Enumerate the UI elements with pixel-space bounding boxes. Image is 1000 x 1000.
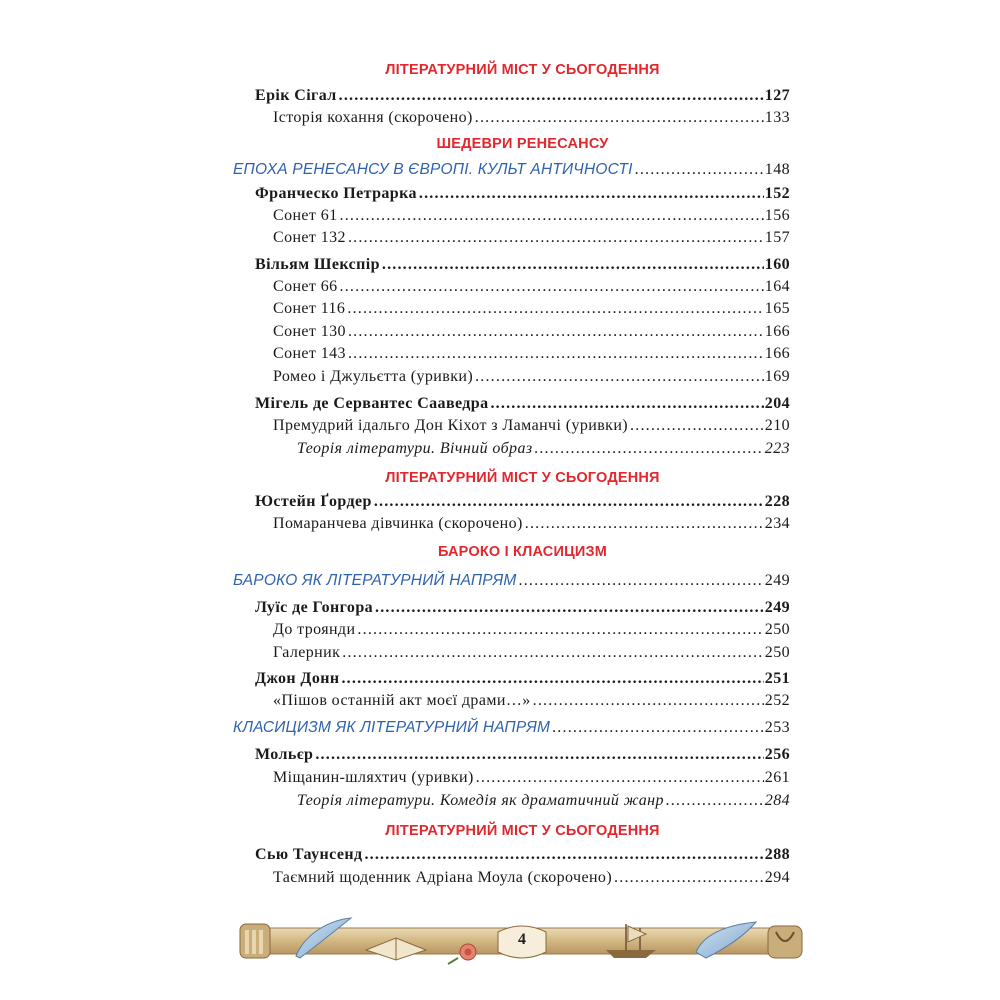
toc-entry-work[interactable] <box>273 869 790 887</box>
dot-leader <box>348 229 764 247</box>
toc-entry-page: 223 <box>764 440 790 457</box>
dot-leader <box>635 161 764 179</box>
toc-entry-title: Міщанин-шляхтич (уривки) <box>273 769 474 786</box>
toc-entry-page: 160 <box>764 256 790 273</box>
toc-entry-page: 249 <box>764 599 790 616</box>
toc-entry-page: 294 <box>764 869 790 886</box>
toc-entry-work[interactable] <box>273 229 790 247</box>
toc-entry-author[interactable] <box>255 493 790 511</box>
toc-entry-work[interactable] <box>273 109 790 127</box>
toc-entry-page: 169 <box>764 368 790 385</box>
dot-leader <box>419 185 764 203</box>
dot-leader <box>342 644 764 662</box>
dot-leader <box>476 769 764 787</box>
section-heading: БАРОКО І КЛАСИЦИЗМ <box>437 544 608 560</box>
dot-leader <box>347 300 763 318</box>
toc-entry-title: Теорія літератури. Комедія як драматичний жанр <box>297 792 664 809</box>
toc-entry-title: Сонет 143 <box>273 345 346 362</box>
toc-entry-title: Сонет 132 <box>273 229 346 246</box>
dot-leader <box>341 670 763 688</box>
toc-entry-author[interactable] <box>255 599 790 617</box>
toc-entry-work[interactable] <box>273 417 790 435</box>
toc-entry-title: БАРОКО ЯК ЛІТЕРАТУРНИЙ НАПРЯМ <box>233 572 517 589</box>
dot-leader <box>630 417 764 435</box>
toc-entry-title: ЕПОХА РЕНЕСАНСУ В ЄВРОПІ. КУЛЬТ АНТИЧНОСТІ <box>233 161 633 178</box>
toc-entry-page: 148 <box>764 161 790 178</box>
dot-leader <box>519 572 764 590</box>
toc-entry-title: Ромео і Джульєтта (уривки) <box>273 368 474 385</box>
toc-entry-title: Вільям Шекспір <box>255 256 380 273</box>
toc-entry-title: Сонет 116 <box>273 300 346 317</box>
toc-entry-page: 261 <box>764 769 790 786</box>
toc-entry-title: Джон Донн <box>255 670 340 687</box>
toc-entry-page: 284 <box>764 792 790 809</box>
toc-entry-page: 166 <box>764 323 790 340</box>
toc-entry-title: Юстейн Ґордер <box>255 493 372 510</box>
dot-leader <box>348 345 764 363</box>
toc-entry-title: Сью Таунсенд <box>255 846 363 863</box>
toc-entry-author[interactable] <box>255 87 790 105</box>
toc-entry-author[interactable] <box>255 256 790 274</box>
toc-entry-page: 165 <box>764 300 790 317</box>
toc-entry-title: Премудрий ідальго Дон Кіхот з Ламанчі (уривки) <box>273 417 629 434</box>
toc-entry-work[interactable] <box>273 515 790 533</box>
dot-leader <box>533 692 764 710</box>
section-heading: ЛІТЕРАТУРНИЙ МІСТ У СЬОГОДЕННЯ <box>385 62 660 78</box>
toc-entry-work[interactable] <box>273 207 790 225</box>
toc-entry-page: 166 <box>764 345 790 362</box>
toc-entry-work[interactable] <box>273 323 790 341</box>
toc-entry-author[interactable] <box>255 846 790 864</box>
toc-entry-page: 251 <box>764 670 790 687</box>
dot-leader <box>315 746 763 764</box>
toc-entry-work[interactable] <box>273 769 790 787</box>
decorative-footer-banner <box>236 912 808 968</box>
dot-leader <box>340 278 764 296</box>
dot-leader <box>475 109 764 127</box>
toc-entry-page: 210 <box>764 417 790 434</box>
toc-entry-work[interactable] <box>273 692 790 710</box>
toc-entry-page: 228 <box>764 493 790 510</box>
dot-leader <box>364 846 763 864</box>
toc-entry-title: Таємний щоденник Адріана Моула (скорочено) <box>273 869 613 886</box>
toc-entry-title: Сонет 66 <box>273 278 338 295</box>
dot-leader <box>374 493 764 511</box>
toc-entry-page: 127 <box>764 87 790 104</box>
column-icon <box>240 924 270 958</box>
toc-entry-title: До троянди <box>273 621 356 638</box>
dot-leader <box>348 323 764 341</box>
toc-entry-title: «Пішов останній акт моєї драми…» <box>273 692 531 709</box>
toc-entry-page: 253 <box>764 719 790 736</box>
dot-leader <box>375 599 764 617</box>
toc-entry-title: Ерік Сігал <box>255 87 337 104</box>
toc-entry-page: 152 <box>764 185 790 202</box>
lyre-icon <box>768 926 802 958</box>
toc-entry-title: Луїс де Гонгора <box>255 599 374 616</box>
dot-leader <box>490 395 763 413</box>
toc-entry-page: 156 <box>764 207 790 224</box>
toc-entry-work[interactable] <box>273 644 790 662</box>
dot-leader <box>339 87 764 105</box>
dot-leader <box>525 515 764 533</box>
toc-entry-page: 164 <box>764 278 790 295</box>
toc-entry-page: 234 <box>764 515 790 532</box>
dot-leader <box>357 621 763 639</box>
toc-entry-author[interactable] <box>255 395 790 413</box>
section-heading: ШЕДЕВРИ РЕНЕСАНСУ <box>436 136 609 152</box>
dot-leader <box>475 368 764 386</box>
toc-entry-era[interactable] <box>233 572 790 590</box>
toc-entry-page: 133 <box>764 109 790 126</box>
toc-entry-page: 256 <box>764 746 790 763</box>
toc-entry-era[interactable] <box>233 719 790 737</box>
page-number: 4 <box>518 931 526 948</box>
toc-entry-title: Помаранчева дівчинка (скорочено) <box>273 515 523 532</box>
dot-leader <box>535 440 764 458</box>
toc-entry-page: 250 <box>764 621 790 638</box>
toc-entry-title: Теорія літератури. Вічний образ <box>297 440 533 457</box>
dot-leader <box>340 207 764 225</box>
toc-entry-work[interactable] <box>273 345 790 363</box>
toc-entry-page: 249 <box>764 572 790 589</box>
toc-entry-work[interactable] <box>273 300 790 318</box>
toc-entry-theory[interactable] <box>297 440 790 458</box>
toc-entry-page: 250 <box>764 644 790 661</box>
toc-entry-era[interactable] <box>233 161 790 179</box>
dot-leader <box>382 256 764 274</box>
toc-entry-page: 252 <box>764 692 790 709</box>
section-heading: ЛІТЕРАТУРНИЙ МІСТ У СЬОГОДЕННЯ <box>385 823 660 839</box>
toc-entry-author[interactable] <box>255 185 790 203</box>
toc-entry-author[interactable] <box>255 670 790 688</box>
toc-entry-work[interactable] <box>273 278 790 296</box>
toc-entry-title: Сонет 130 <box>273 323 346 340</box>
toc-entry-title: Сонет 61 <box>273 207 338 224</box>
toc-entry-title: Франческо Петрарка <box>255 185 417 202</box>
toc-entry-page: 204 <box>764 395 790 412</box>
toc-entry-title: Мольєр <box>255 746 314 763</box>
toc-entry-title: Мігель де Сервантес Сааведра <box>255 395 489 412</box>
toc-entry-page: 157 <box>764 229 790 246</box>
toc-entry-page: 288 <box>764 846 790 863</box>
toc-entry-author[interactable] <box>255 746 790 764</box>
toc-entry-title: КЛАСИЦИЗМ ЯК ЛІТЕРАТУРНИЙ НАПРЯМ <box>233 719 551 736</box>
dot-leader <box>614 869 764 887</box>
toc-entry-theory[interactable] <box>297 792 790 810</box>
dot-leader <box>552 719 764 737</box>
dot-leader <box>666 792 764 810</box>
toc-entry-title: Галерник <box>273 644 341 661</box>
toc-entry-title: Історія кохання (скорочено) <box>273 109 473 126</box>
toc-entry-work[interactable] <box>273 621 790 639</box>
toc-entry-work[interactable] <box>273 368 790 386</box>
section-heading: ЛІТЕРАТУРНИЙ МІСТ У СЬОГОДЕННЯ <box>385 470 660 486</box>
